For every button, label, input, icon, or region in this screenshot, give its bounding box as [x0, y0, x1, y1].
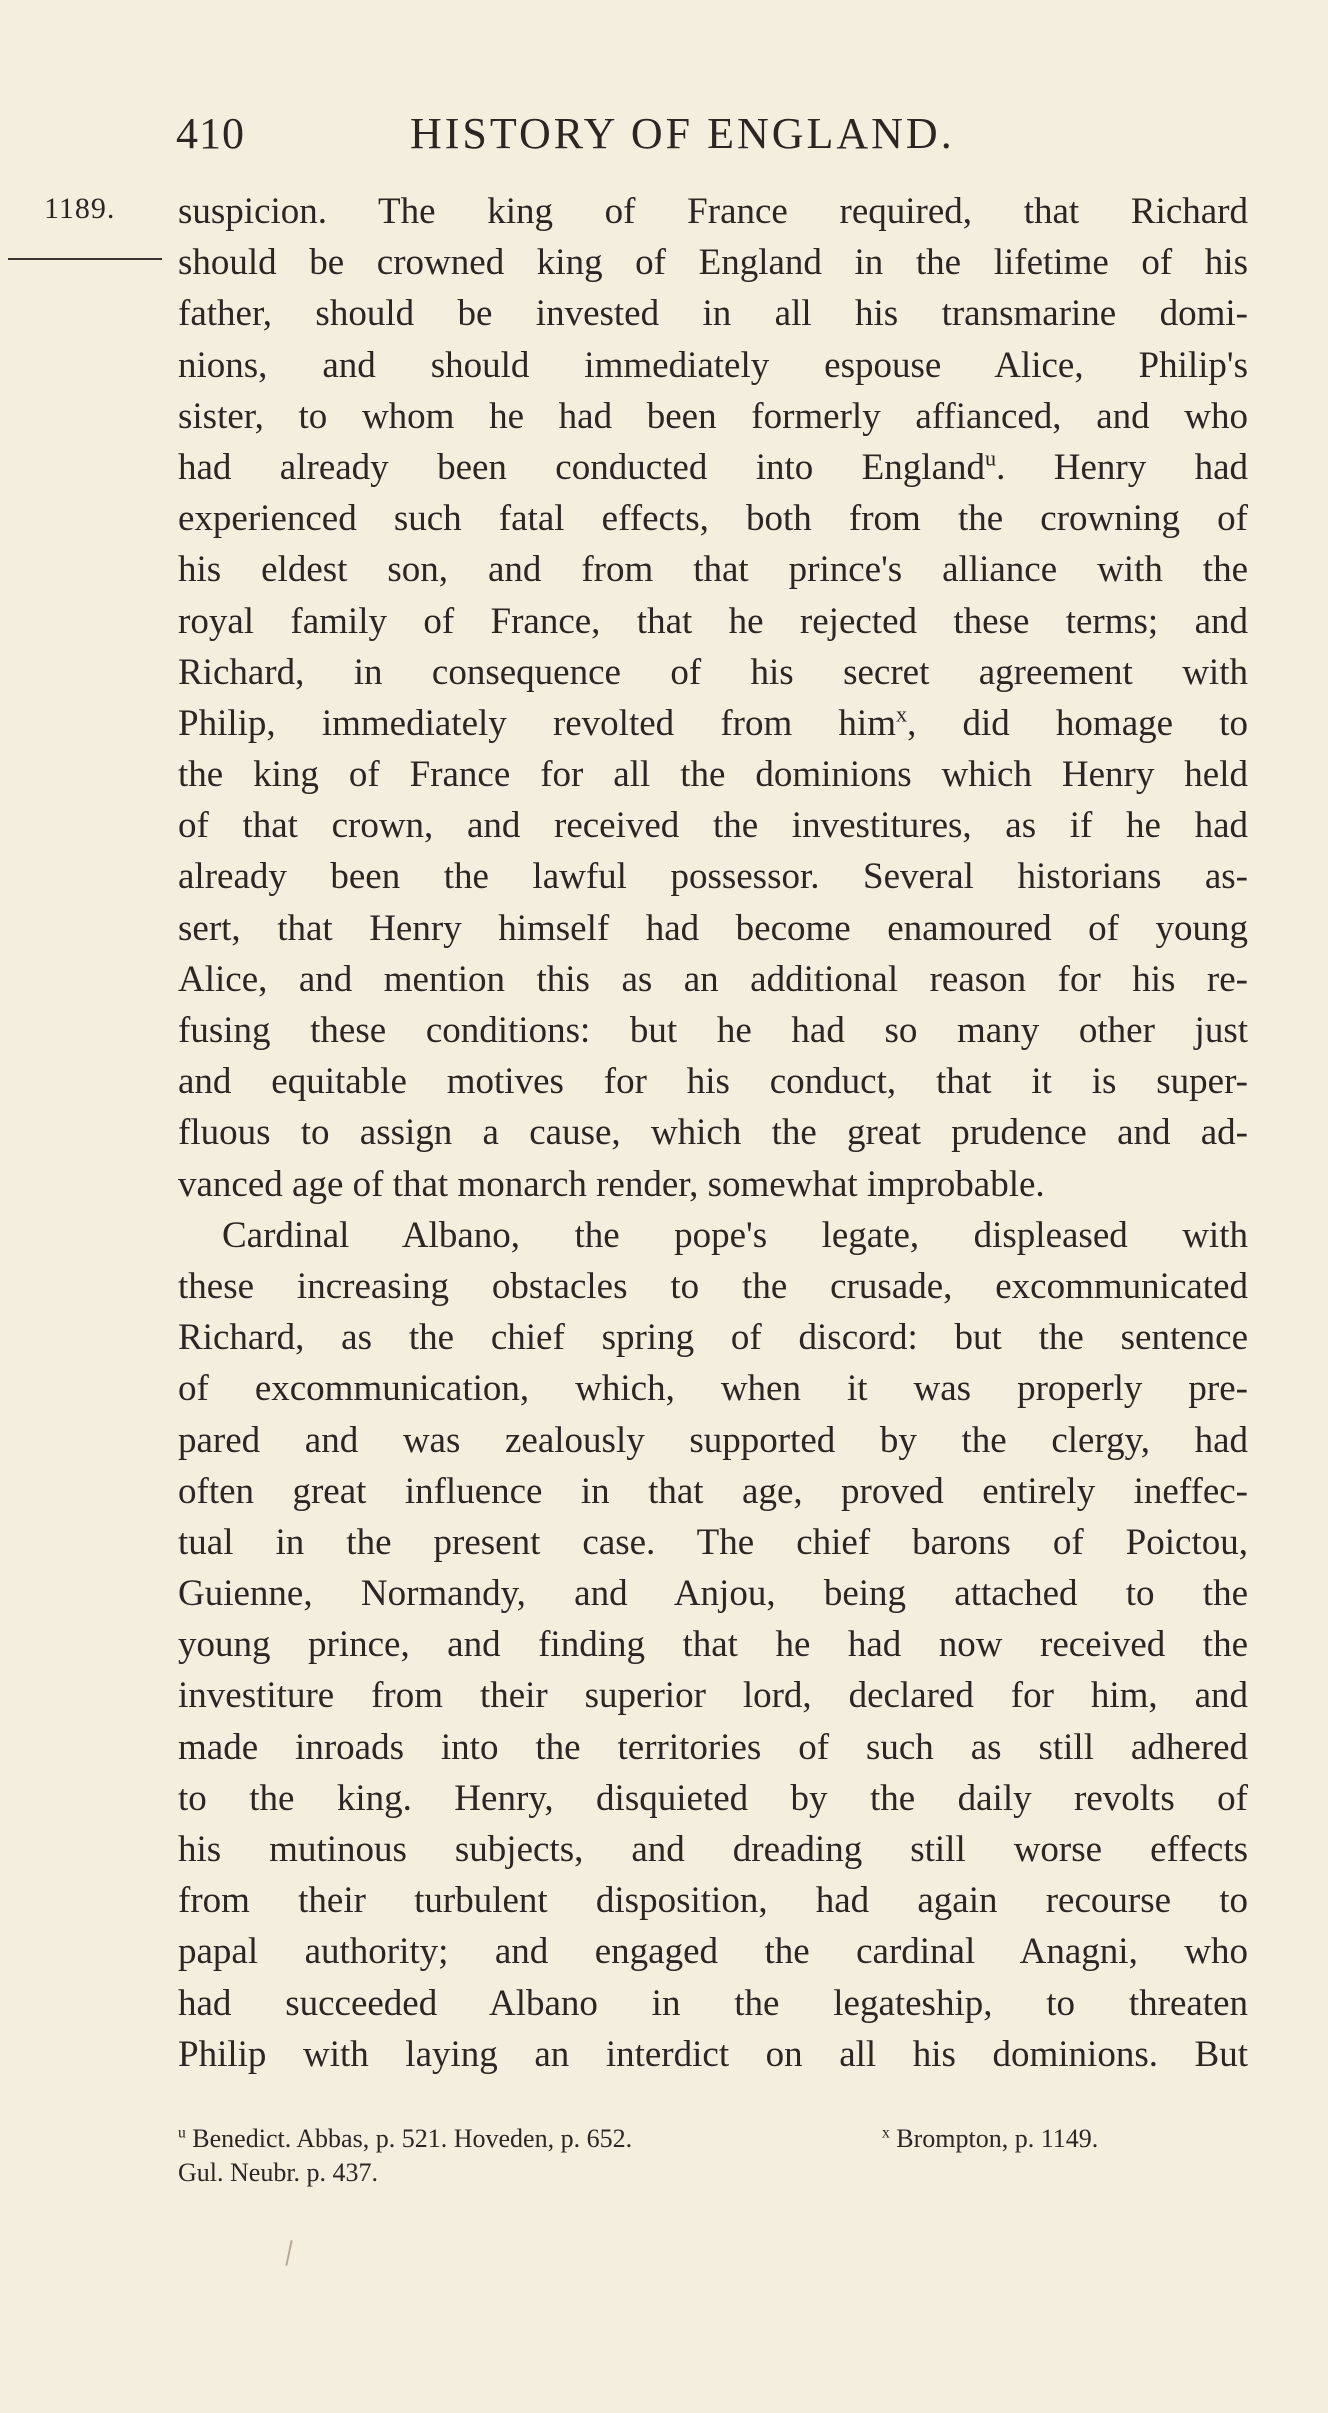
- text-line-31: made inroads into the territories of such as still adhered: [178, 1726, 1248, 1768]
- text-line-6-tail: . Henry had: [996, 446, 1249, 488]
- text-line-6-head: had already been conducted into England: [178, 446, 985, 488]
- text-line-20: vanced age of that monarch render, somewhat improbable.: [178, 1163, 1045, 1205]
- text-line-25: pared and was zealously supported by the clergy, had: [178, 1419, 1248, 1461]
- footnote-ref-u: u: [985, 445, 997, 471]
- footnote-x: [882, 2122, 1098, 2156]
- text-line-9: royal family of France, that he rejected these terms; and: [178, 600, 1248, 642]
- text-line-11-tail: , did homage to: [907, 702, 1249, 744]
- text-line-24: of excommunication, which, when it was properly pre-: [178, 1368, 1248, 1410]
- text-line-5: sister, to whom he had been formerly affianced, and who: [178, 395, 1248, 437]
- text-line-12: the king of France for all the dominions which Henry held: [178, 754, 1248, 796]
- text-line-28: Guienne, Normandy, and Anjou, being attached to the: [178, 1573, 1248, 1615]
- footnote-u: [178, 2124, 632, 2153]
- footnote-line-1: [178, 2122, 1248, 2156]
- footnote-ref-x: x: [895, 701, 908, 727]
- text-line-26: often great influence in that age, proved entirely ineffec-: [178, 1470, 1248, 1512]
- running-title: HISTORY OF ENGLAND.: [410, 109, 955, 158]
- text-line-2: should be crowned king of England in the lifetime of his: [178, 242, 1248, 284]
- text-line-30: investiture from their superior lord, declared for him, and: [178, 1675, 1248, 1717]
- text-line-33: his mutinous subjects, and dreading still worse effects: [178, 1829, 1248, 1870]
- paper-speck: [285, 2240, 292, 2266]
- footnotes: [178, 2122, 1248, 2190]
- text-line-7: experienced such fatal effects, both from the crowning of: [178, 498, 1248, 540]
- text-line-22: these increasing obstacles to the crusade, excommunicated: [178, 1265, 1248, 1307]
- text-line-19: fluous to assign a cause, which the great prudence and ad-: [178, 1112, 1248, 1154]
- text-line-16: Alice, and mention this as an additional reason for his re-: [178, 958, 1248, 1000]
- margin-rule: [8, 258, 162, 260]
- text-line-4: nions, and should immediately espouse Alice, Philip's: [178, 344, 1248, 386]
- footnote-mark-x: x: [882, 2124, 890, 2142]
- footnote-x-text: Brompton, p. 1149.: [896, 2124, 1099, 2153]
- margin-year: 1189.: [44, 192, 116, 225]
- text-line-36: had succeeded Albano in the legateship, to threaten: [178, 1982, 1248, 2024]
- text-line-13: of that crown, and received the investitures, as if he had: [178, 805, 1248, 847]
- text-line-11: [178, 698, 1248, 749]
- text-line-27: tual in the present case. The chief barons of Poictou,: [178, 1521, 1248, 1563]
- footnote-line-2: Gul. Neubr. p. 437.: [178, 2158, 379, 2187]
- text-line-32: to the king. Henry, disquieted by the daily revolts of: [178, 1777, 1248, 1819]
- text-line-3: father, should be invested in all his transmarine domi-: [178, 293, 1248, 335]
- text-line-23: Richard, as the chief spring of discord: but the sentence: [178, 1317, 1248, 1359]
- body-text: [178, 186, 1248, 2080]
- text-line-6: [178, 442, 1248, 493]
- text-line-29: young prince, and finding that he had now received the: [178, 1624, 1248, 1666]
- text-line-8: his eldest son, and from that prince's alliance with the: [178, 549, 1248, 591]
- text-line-18: and equitable motives for his conduct, that it is super-: [178, 1061, 1248, 1103]
- footnote-mark-u: u: [178, 2124, 186, 2142]
- text-line-37: Philip with laying an interdict on all his dominions. But: [178, 2033, 1248, 2075]
- running-head: [0, 108, 1328, 168]
- text-line-35: papal authority; and engaged the cardinal Anagni, who: [178, 1931, 1248, 1973]
- footnote-u-text: Benedict. Abbas, p. 521. Hoveden, p. 652.: [192, 2124, 633, 2153]
- text-line-10: Richard, in consequence of his secret agreement with: [178, 651, 1248, 693]
- page-number: 410: [176, 109, 245, 158]
- text-line-14: already been the lawful possessor. Several historians as-: [178, 856, 1248, 898]
- text-line-17: fusing these conditions: but he had so many other just: [178, 1010, 1248, 1051]
- text-line-34: from their turbulent disposition, had again recourse to: [178, 1880, 1248, 1922]
- text-line-21: Cardinal Albano, the pope's legate, displeased with: [222, 1214, 1248, 1256]
- text-line-1: suspicion. The king of France required, that Richard: [178, 191, 1248, 232]
- text-line-15: sert, that Henry himself had become enamoured of young: [178, 907, 1248, 949]
- text-line-11-head: Philip, immediately revolted from him: [178, 702, 896, 744]
